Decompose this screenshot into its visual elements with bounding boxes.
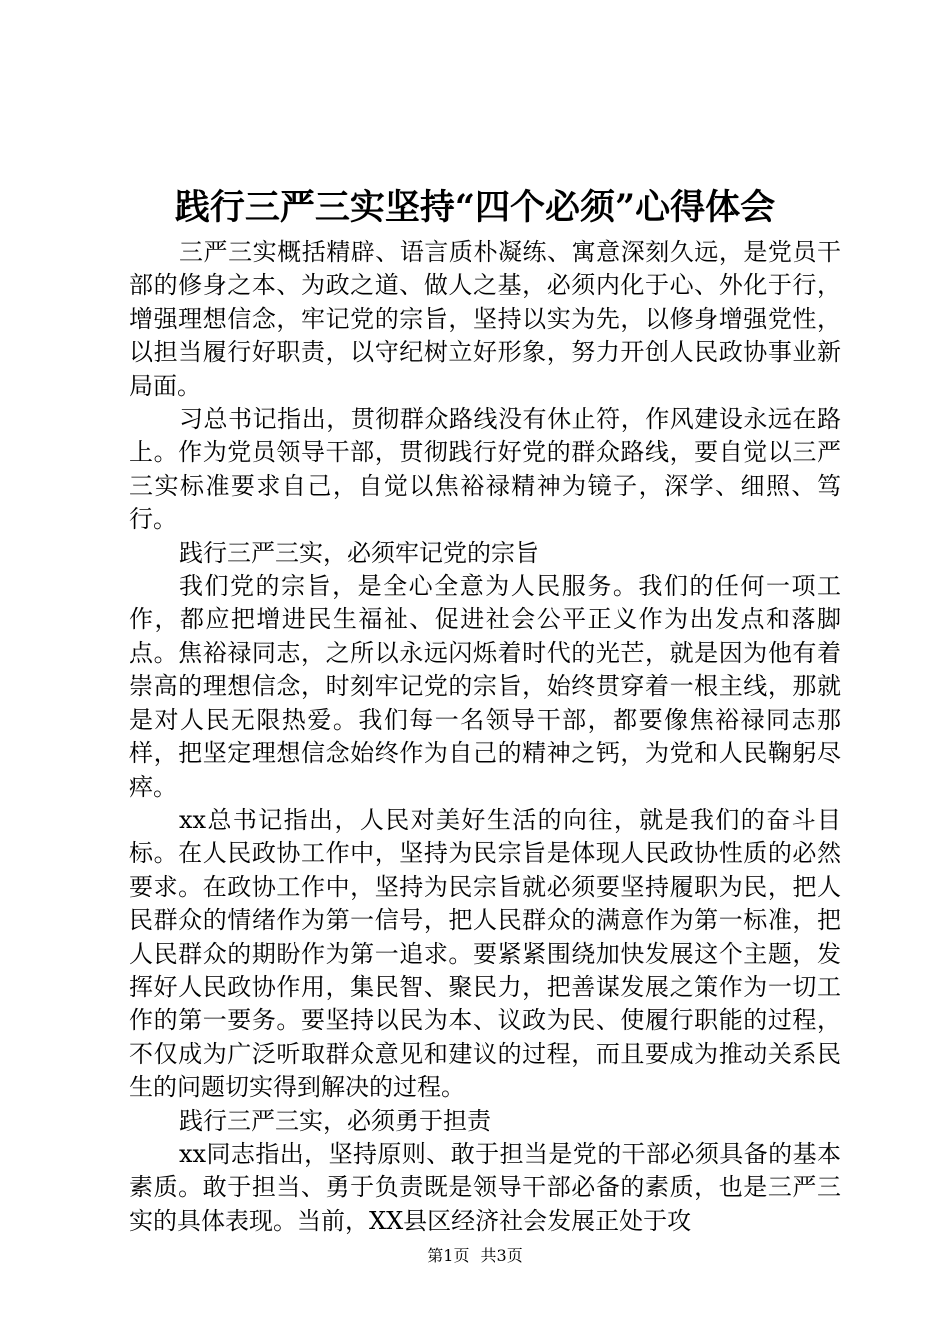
section-heading: 践行三严三实，必须勇于担责 [179,1106,491,1135]
paragraph: 三严三实概括精辟、语言质朴凝练、寓意深刻久远，是党员干部的修身之本、为政之道、做人之基，必须内化于心、外化于行，增强理想信念，牢记党的宗旨，坚持以实为先，以修身增强党性，以担当履行好职责，以守纪树立好形象，努力开创人民政协事业新局面。 [129,238,841,400]
paragraph: 习总书记指出，贯彻群众路线没有休止符，作风建设永远在路上。作为党员领导干部，贯彻践行好党的群众路线，要自觉以三严三实标准要求自己，自觉以焦裕禄精神为镜子，深学、细照、笃行。 [129,405,841,534]
paragraph: xx总书记指出，人民对美好生活的向往，就是我们的奋斗目标。在人民政协工作中，坚持为民宗旨是体现人民政协性质的必然要求。在政协工作中，坚持为民宗旨就必须要坚持履职为民，把人民群众的情绪作为第一信号，把人民群众的满意作为第一标准，把人民群众的期盼作为第一追求。要紧紧围绕加快发展这个主题，发挥好人民政协作用，集民智、聚民力，把善谋发展之策作为一切工作的第一要务。要坚持以民为本、议政为民、使履行职能的过程，不仅成为广泛听取群众意见和建议的过程，而且要成为推动关系民生的问题切实得到解决的过程。 [129,805,841,1102]
page-footer [0,1244,950,1268]
section-heading: 践行三严三实，必须牢记党的宗旨 [179,538,539,567]
paragraph: xx同志指出，坚持原则、敢于担当是党的干部必须具备的基本素质。敢于担当、勇于负责既是领导干部必备的素质，也是三严三实的具体表现。当前，XX县区经济社会发展正处于攻 [129,1139,841,1235]
page-number: 第1页 [427,1246,470,1265]
document-body [129,236,841,1238]
page-total: 共3页 [480,1246,523,1265]
paragraph: 我们党的宗旨，是全心全意为人民服务。我们的任何一项工作，都应把增进民生福祉、促进社会公平正义作为出发点和落脚点。焦裕禄同志，之所以永远闪烁着时代的光芒，就是因为他有着崇高的理想信念，时刻牢记党的宗旨，始终贯穿着一根主线，那就是对人民无限热爱。我们每一名领导干部，都要像焦裕禄同志那样，把坚定理想信念始终作为自己的精神之钙，为党和人民鞠躬尽瘁。 [129,572,841,801]
document-title: 践行三严三实坚持“四个必须”心得体会 [174,187,776,228]
